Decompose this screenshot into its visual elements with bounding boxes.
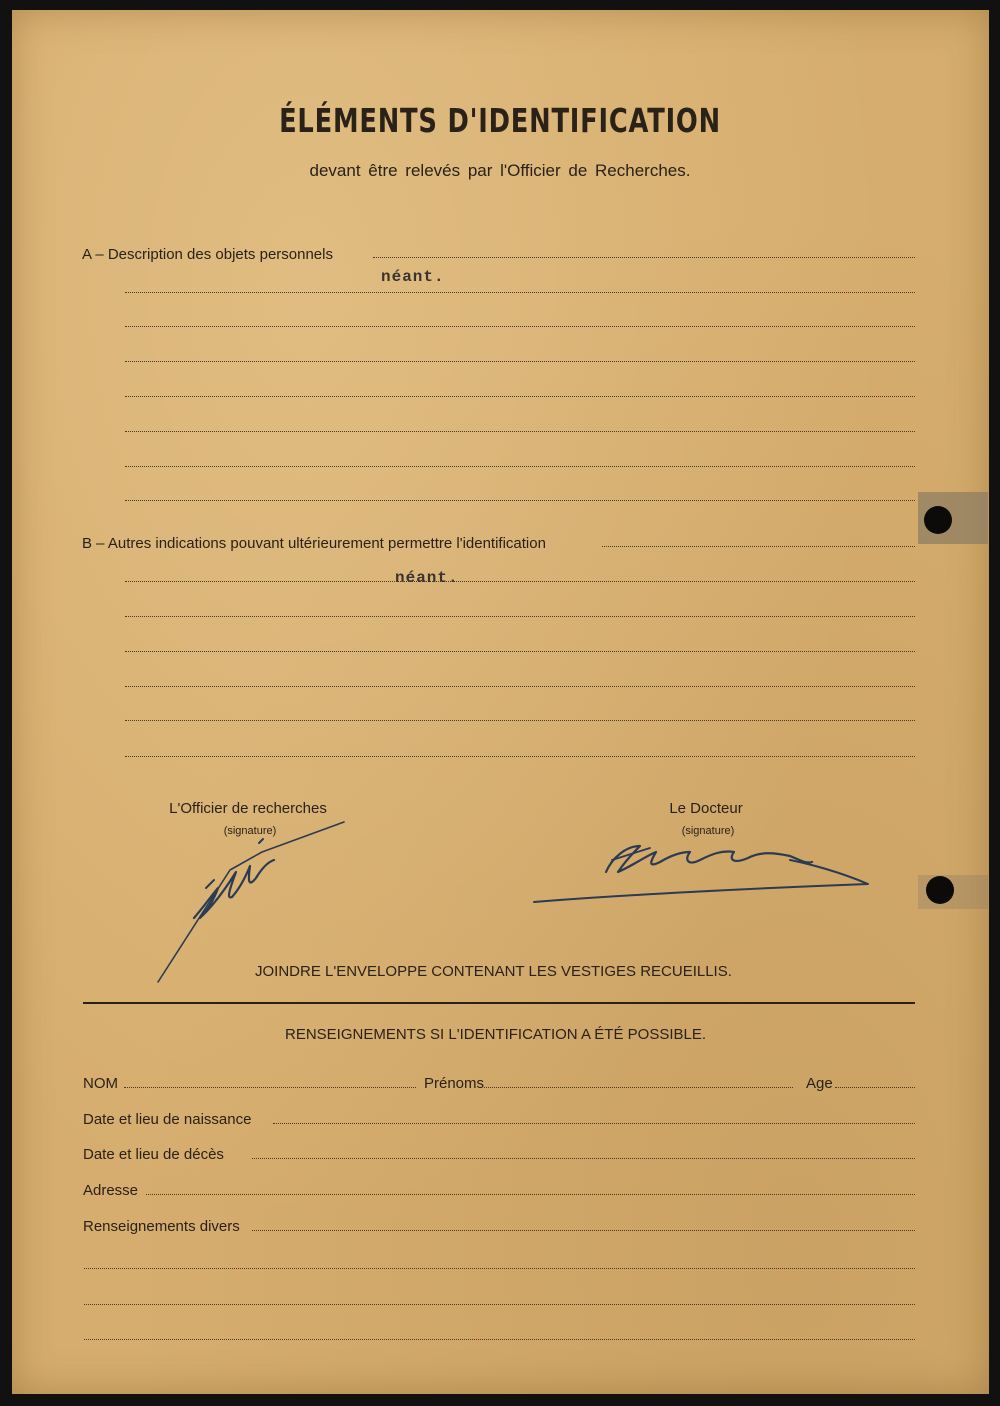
dotted-line: [84, 1339, 915, 1340]
doctor-signature-sub: (signature): [681, 825, 735, 837]
page-title: ÉLÉMENTS D'IDENTIFICATION: [279, 101, 721, 140]
dotted-line: [84, 1304, 915, 1305]
dotted-line: [484, 1087, 793, 1088]
identification-heading: RENSEIGNEMENTS SI L'IDENTIFICATION A ÉTÉ POSSIBLE.: [285, 1026, 707, 1043]
dotted-line: [835, 1087, 915, 1088]
dotted-line: [124, 1087, 416, 1088]
section-a-label: A – Description des objets personnels: [82, 246, 333, 263]
adresse-label: Adresse: [83, 1182, 139, 1199]
officer-signature-sub: (signature): [223, 825, 277, 837]
section-b-label: B – Autres indications pouvant ultérieurement permettre l'identification: [82, 535, 546, 552]
dotted-line: [273, 1123, 915, 1124]
doctor-signature: [534, 860, 868, 902]
instruction-text: JOINDRE L'ENVELOPPE CONTENANT LES VESTIGES RECUEILLIS.: [255, 963, 732, 980]
page-subtitle: devant être relevés par l'Officier de Recherches.: [309, 161, 691, 180]
dotted-line: [252, 1158, 915, 1159]
divers-label: Renseignements divers: [83, 1218, 240, 1235]
prenoms-label: Prénoms: [424, 1075, 485, 1092]
divider-rule: [83, 1002, 915, 1004]
officer-signature: [158, 822, 344, 982]
age-label: Age: [806, 1075, 833, 1092]
officer-signature-label: L'Officier de recherches: [169, 800, 327, 817]
dotted-line: [84, 1268, 915, 1269]
nom-label: NOM: [83, 1075, 118, 1092]
deces-label: Date et lieu de décès: [83, 1146, 224, 1163]
section-a-value: néant.: [381, 268, 445, 286]
doctor-signature-label: Le Docteur: [669, 800, 743, 817]
naissance-label: Date et lieu de naissance: [83, 1111, 252, 1128]
dotted-line: [252, 1230, 915, 1231]
section-b-value: néant.: [395, 569, 459, 587]
dotted-line: [146, 1194, 915, 1195]
